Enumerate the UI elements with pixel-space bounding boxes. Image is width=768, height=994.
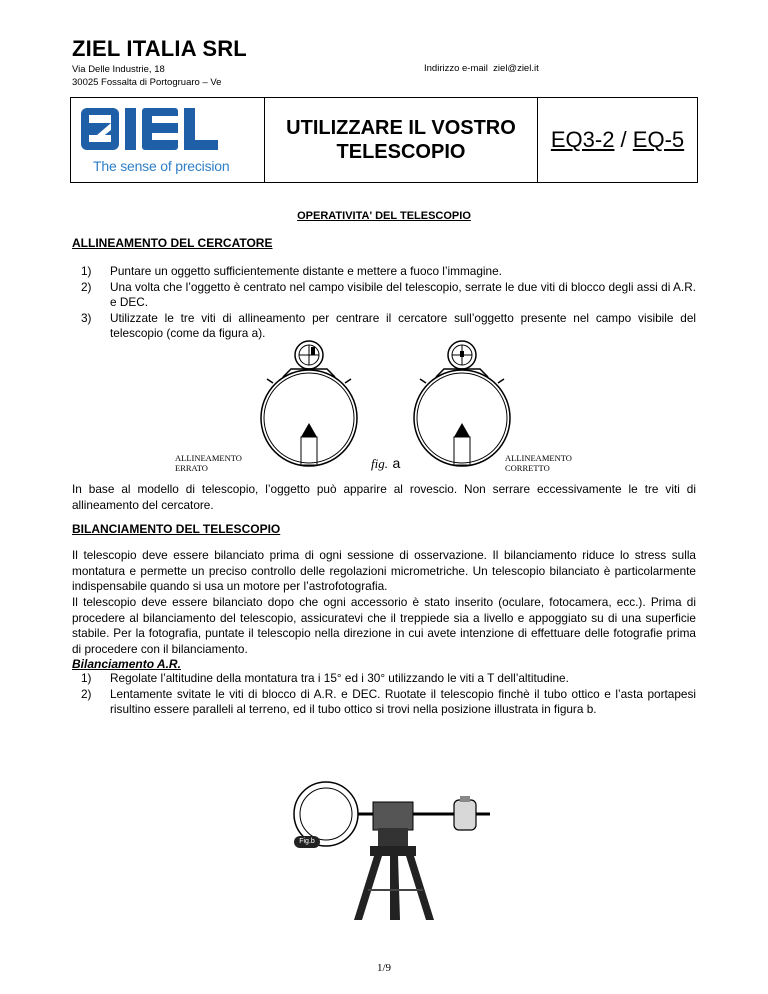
address-line-2: 30025 Fossalta di Portogruaro – Ve [72,77,222,88]
email-line [424,63,539,74]
list-text: Una volta che l’oggetto è centrato nel campo visibile del telescopio, serrate le due viti di blocco degli assi di A.R. e DEC. [110,279,696,309]
list-number: 2) [81,686,92,701]
model-separator: / [614,127,633,152]
caption-fig: fig. [371,456,388,471]
address-line-1: Via Delle Industrie, 18 [72,64,165,75]
list-number: 1) [81,264,92,278]
list-number: 1) [81,671,92,685]
title-line-2: TELESCOPIO [336,141,466,163]
model-eq-5[interactable]: EQ-5 [632,127,685,152]
finder-steps [72,264,696,342]
finder-note: In base al modello di telescopio, l’oggetto può apparire al rovescio. Non serrare eccessivamente le tre viti di allineamento del cercatore. [72,482,696,512]
figure-b [278,780,503,920]
figure-a [175,333,595,475]
figure-b-label: Fig.b [294,836,320,848]
telescope-balance-illustration [278,780,503,920]
label-wrong-line-1: ALLINEAMENTO [175,453,242,463]
list-text: Regolate l’altitudine della montatura tra i 15° ed i 30° utilizzando le viti a T dell’altitudine. [110,671,569,685]
figure-a-caption [371,455,400,473]
ziel-logo [75,102,260,178]
model-cell [538,98,697,182]
list-item [72,264,696,280]
list-number: 2) [81,279,92,294]
list-item [72,687,696,718]
list-number: 3) [81,310,92,325]
caption-letter: a [392,455,401,471]
company-name: ZIEL ITALIA SRL [72,36,247,61]
header-table [70,97,698,183]
balance-para-1: Il telescopio deve essere bilanciato prima di ogni sessione di osservazione. Il bilanciamento riduce lo stress sulla montatura e permette un preciso controllo delle regolazioni micrometriche. Un telescopio bilanciato è particolarmente indispensabile quando si usa un motore per l’astrofotografia. [72,548,696,593]
ra-balance-heading: Bilanciamento A.R. [72,657,181,671]
email-label: Indirizzo e-mail [424,63,488,74]
page-number: 1/9 [376,962,392,974]
company-address [72,63,221,89]
label-correct-line-1: ALLINEAMENTO [505,453,572,463]
logo-tagline: The sense of precision [93,158,230,174]
label-correct-line-2: CORRETTO [505,463,550,473]
model-eq3-2[interactable]: EQ3-2 [550,127,615,152]
balance-para-2: Il telescopio deve essere bilanciato dopo che ogni accessorio è stato inserito (oculare, fotocamera, ecc.). Prima di procedere al bilanciamento del telescopio, assicuratevi che il treppiede sia a livello e appoggiato su di una superficie stabile. Per la fotografia, puntate il telescopio nella direzione in cui avete intenzione di effettuare delle fotografie prima di procedere con il bilanciamento. [72,595,696,656]
ra-steps [72,671,696,718]
list-text: Lentamente svitate le viti di blocco di A.R. e DEC. Ruotate il telescopio finchè il tubo ottico e l’asta portapesi risultino essere paralleli al terreno, ed il tubo ottico si trovi nella posizione illustrata in figura b. [110,686,696,716]
list-text: Puntare un oggetto sufficientemente distante e mettere a fuoco l’immagine. [110,264,502,278]
list-item [72,671,696,687]
title-cell [265,98,538,182]
label-wrong-line-2: ERRATO [175,463,208,473]
email-address[interactable]: ziel@ziel.it [493,63,539,74]
finder-heading: ALLINEAMENTO DEL CERCATORE [72,236,273,250]
label-correct [505,453,572,473]
list-text: Utilizzate le tre viti di allineamento per centrare il cercatore sull’oggetto presente nel campo visibile del telescopio (come da figura a). [110,310,696,340]
document-title [286,116,516,164]
title-line-1: UTILIZZARE IL VOSTRO [286,117,516,139]
list-item [72,280,696,311]
section-title: OPERATIVITA' DEL TELESCOPIO [297,210,471,222]
balance-heading: BILANCIAMENTO DEL TELESCOPIO [72,522,281,536]
logo-cell [71,98,265,182]
label-wrong [175,453,242,473]
